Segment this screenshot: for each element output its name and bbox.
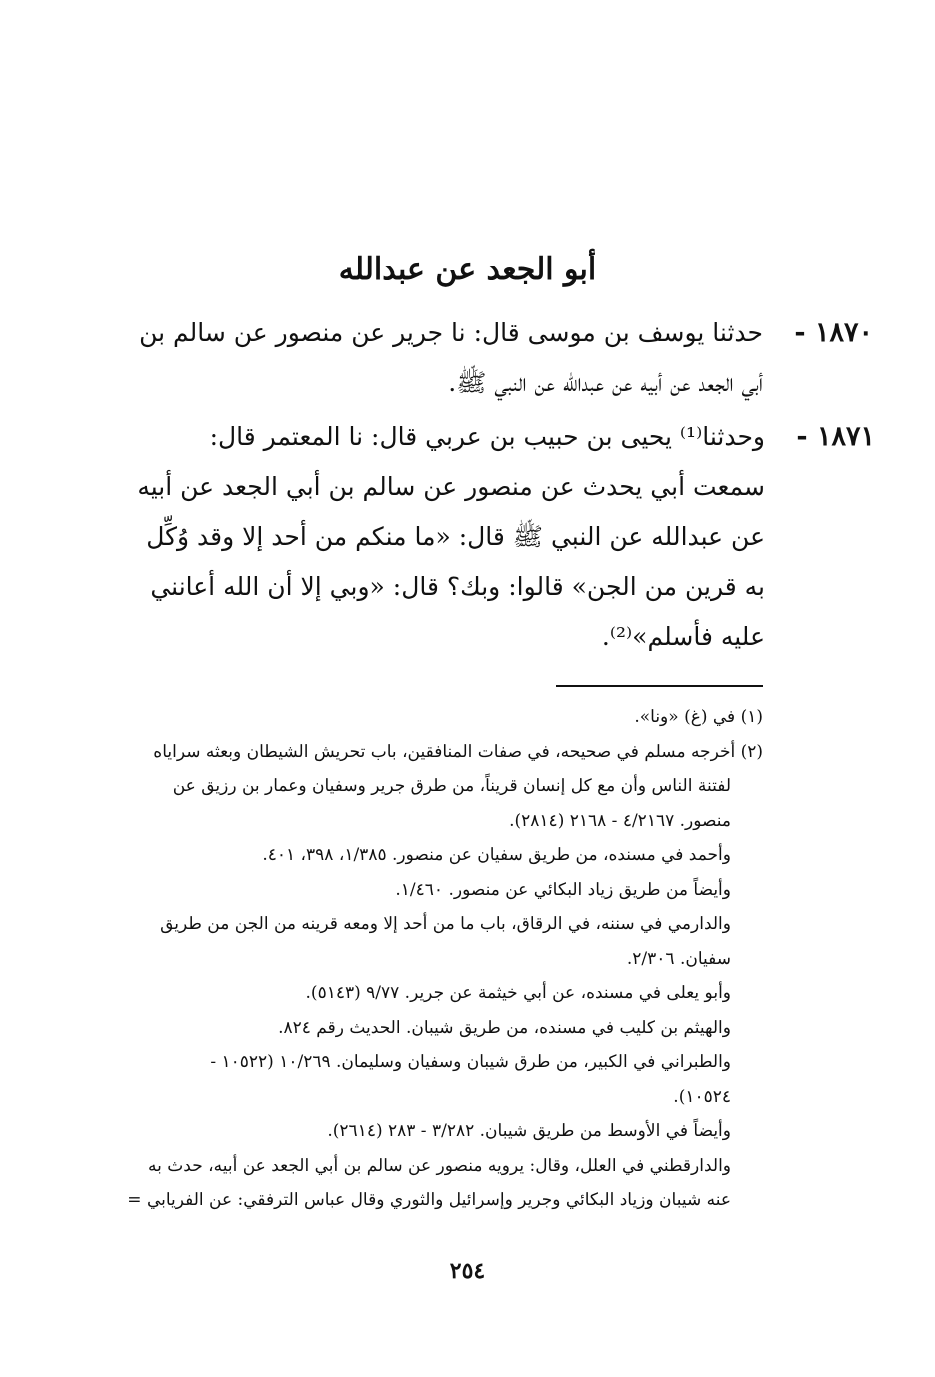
hadith-line: حدثنا يوسف بن موسى قال: نا جرير عن منصور عن سالم بن	[139, 318, 763, 347]
hadith-line: سمعت أبي يحدث عن منصور عن سالم بن أبي الجعد عن أبيه	[137, 472, 765, 501]
footnote-line: منصور. ٤/٢١٦٧ - ٢١٦٨ (٢٨١٤).	[509, 810, 731, 831]
hadith-line: عليه فأسلم»⁽²⁾.	[601, 622, 765, 651]
hadith-number: ١٨٧١ -	[796, 421, 875, 452]
footnote-line: وأحمد في مسنده، من طريق سفيان عن منصور. ١/٣٨٥، ٣٩٨، ٤٠١.	[262, 845, 731, 865]
hadith-1871	[58, 412, 875, 662]
footnote-line: والدارمي في سننه، في الرقاق، باب ما من أحد إلا ومعه قرينه من الجن من طريق	[160, 914, 731, 934]
footnote-line: وأيضاً في الأوسط من طريق شيبان. ٣/٢٨٢ - ٢٨٣ (٢٦١٤).	[327, 1121, 731, 1141]
hadith-line: عن عبدالله عن النبي ﷺ قال: «ما منكم من أحد إلا وقد وُكِّل	[146, 522, 765, 551]
footnote-2: (٢) أخرجه مسلم في صحيحه، في صفات المنافقين، باب تحريش الشيطان وبعثه سراياه	[153, 741, 763, 762]
footnote-separator	[556, 685, 763, 687]
footnote-line: والهيثم بن كليب في مسنده، من طريق شيبان. الحديث رقم ٨٢٤.	[278, 1017, 731, 1038]
hadith-line: أبي الجعد عن أبيه عن عبدالله عن النبي ﷺ.	[448, 368, 763, 397]
hadith-number: ١٨٧٠ -	[794, 317, 873, 348]
footnotes	[66, 700, 763, 1218]
footnote-line: والطبراني في الكبير، من طرق شيبان وسفيان وسليمان. ١٠/٢٦٩ (١٠٥٢٢ -	[210, 1052, 731, 1072]
page-number: ٢٥٤	[449, 1258, 486, 1284]
footnote-line: لفتنة الناس وأن مع كل إنسان قريناً، من طرق جرير وسفيان وعمار بن رزيق عن	[172, 776, 731, 796]
footnote-1: (١) في (غ) «ونا».	[634, 707, 763, 727]
hadith-line: وحدثنا⁽¹⁾ يحيى بن حبيب بن عربي قال: نا المعتمر قال:	[209, 422, 765, 451]
section-title: أبو الجعد عن عبدالله	[338, 252, 597, 287]
hadith-line: به قرين من الجن» قالوا: وبك؟ قال: «وبي إلا أن الله أعانني	[150, 572, 765, 601]
hadith-1870	[58, 308, 873, 408]
footnote-line: وأيضاً من طريق زياد البكائي عن منصور. ١/٤٦٠.	[395, 879, 731, 900]
footnote-line: سفيان. ٢/٣٠٦.	[626, 948, 731, 969]
footnote-line: وأبو يعلى في مسنده، عن أبي خيثمة عن جرير. ٩/٧٧ (٥١٤٣).	[305, 983, 731, 1003]
footnote-line: والدارقطني في العلل، وقال: يرويه منصور عن سالم بن أبي الجعد عن أبيه، حدث به	[148, 1155, 731, 1176]
footnote-line: ١٠٥٢٤).	[673, 1086, 731, 1107]
footnote-line: عنه شيبان وزياد البكائي وجرير وإسرائيل والثوري وقال عباس الترفقي: عن الفريابي =	[127, 1190, 731, 1210]
